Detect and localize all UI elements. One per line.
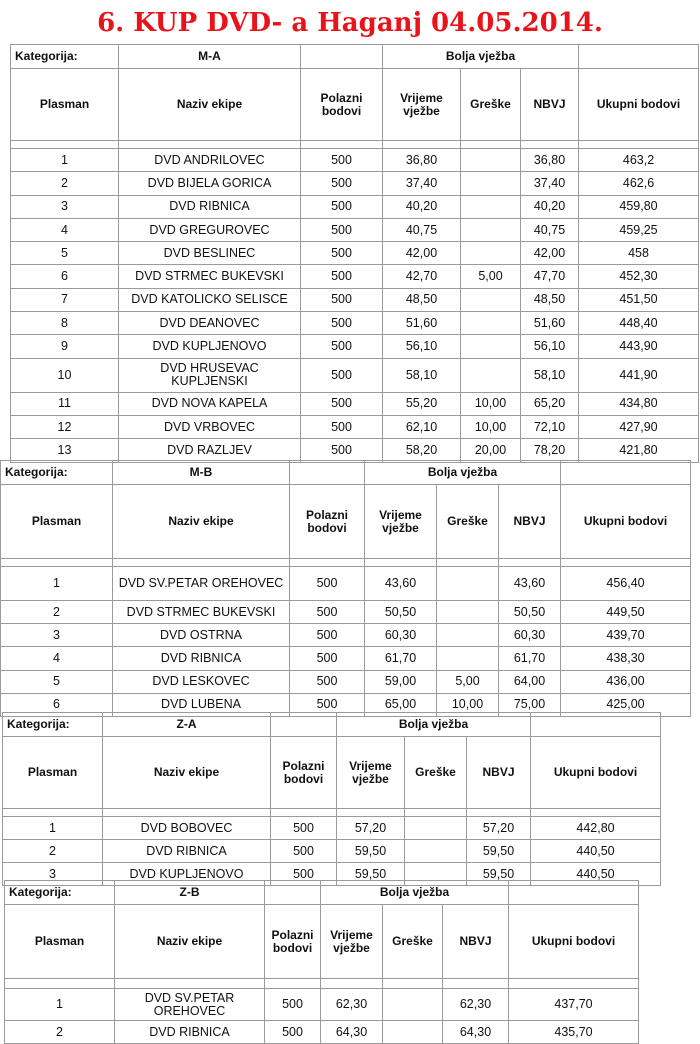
- cell-ukupni-bodovi: 427,90: [579, 415, 699, 438]
- category-row: [3, 713, 661, 737]
- cell-nbvj: 37,40: [521, 172, 579, 195]
- cell-naziv-ekipe: DVD RIBNICA: [103, 840, 271, 863]
- cell-vrijeme-vjezbe: 51,60: [383, 312, 461, 335]
- cell-vrijeme-vjezbe: 40,20: [383, 195, 461, 218]
- table-row: [1, 647, 691, 670]
- col-header-ukupni-bodovi: Ukupni bodovi: [561, 485, 691, 559]
- cell-ukupni-bodovi: 421,80: [579, 439, 699, 462]
- spacer-cell: [365, 559, 437, 567]
- col-header-nbvj: NBVJ: [499, 485, 561, 559]
- cell-naziv-ekipe: DVD KATOLICKO SELISCE: [119, 288, 301, 311]
- cell-greske: [461, 218, 521, 241]
- spacer-cell: [509, 979, 639, 989]
- spacer-cell: [290, 559, 365, 567]
- cell-vrijeme-vjezbe: 58,10: [383, 358, 461, 392]
- col-header-naziv-ekipe: Naziv ekipe: [115, 905, 265, 979]
- cell-nbvj: 50,50: [499, 601, 561, 624]
- cell-naziv-ekipe: DVD VRBOVEC: [119, 415, 301, 438]
- cell-polazni-bodovi: 500: [290, 624, 365, 647]
- spacer-cell: [467, 809, 531, 817]
- table-row: [11, 392, 699, 415]
- spacer-cell: [383, 979, 443, 989]
- cell-vrijeme-vjezbe: 65,00: [365, 693, 437, 716]
- bolja-vjezba-label: Bolja vježba: [321, 881, 509, 905]
- col-header-ukupni-bodovi: Ukupni bodovi: [509, 905, 639, 979]
- cell-vrijeme-vjezbe: 61,70: [365, 647, 437, 670]
- cell-plasman: 13: [11, 439, 119, 462]
- cell-nbvj: 58,10: [521, 358, 579, 392]
- cell-greske: [405, 840, 467, 863]
- cell-naziv-ekipe: DVD RAZLJEV: [119, 439, 301, 462]
- cell-nbvj: 72,10: [521, 415, 579, 438]
- col-header-greske: Greške: [461, 69, 521, 141]
- page-title: 6. KUP DVD- a Haganj 04.05.2014.: [97, 8, 603, 38]
- cell-plasman: 11: [11, 392, 119, 415]
- results-table: [10, 44, 699, 463]
- cell-ukupni-bodovi: 440,50: [531, 840, 661, 863]
- cell-polazni-bodovi: 500: [301, 172, 383, 195]
- cell-vrijeme-vjezbe: 43,60: [365, 567, 437, 601]
- cell-naziv-ekipe: DVD KUPLJENOVO: [119, 335, 301, 358]
- cell-vrijeme-vjezbe: 48,50: [383, 288, 461, 311]
- col-header-vrijeme-vjezbe: Vrijeme vježbe: [321, 905, 383, 979]
- cell-vrijeme-vjezbe: 57,20: [337, 817, 405, 840]
- cell-nbvj: 47,70: [521, 265, 579, 288]
- header-row: [1, 485, 691, 559]
- cell-naziv-ekipe: DVD ANDRILOVEC: [119, 149, 301, 172]
- cell-plasman: 4: [1, 647, 113, 670]
- cell-plasman: 6: [11, 265, 119, 288]
- spacer-row: [1, 559, 691, 567]
- cell-greske: [461, 149, 521, 172]
- cell-greske: 10,00: [461, 392, 521, 415]
- cell-greske: [461, 335, 521, 358]
- cell-ukupni-bodovi: 425,00: [561, 693, 691, 716]
- header-row: [11, 69, 699, 141]
- cell-polazni-bodovi: 500: [301, 335, 383, 358]
- col-header-nbvj: NBVJ: [443, 905, 509, 979]
- spacer-cell: [499, 559, 561, 567]
- col-header-vrijeme-vjezbe: Vrijeme vježbe: [337, 737, 405, 809]
- table-row: [1, 670, 691, 693]
- cell-greske: [405, 817, 467, 840]
- cell-nbvj: 62,30: [443, 989, 509, 1021]
- category-name: M-A: [119, 45, 301, 69]
- cell-polazni-bodovi: 500: [290, 647, 365, 670]
- category-row: [1, 461, 691, 485]
- category-spacer: [531, 713, 661, 737]
- spacer-cell: [531, 809, 661, 817]
- cell-vrijeme-vjezbe: 60,30: [365, 624, 437, 647]
- spacer-cell: [321, 979, 383, 989]
- spacer-cell: [115, 979, 265, 989]
- cell-nbvj: 40,75: [521, 218, 579, 241]
- cell-nbvj: 57,20: [467, 817, 531, 840]
- table-row: [1, 624, 691, 647]
- cell-naziv-ekipe: DVD NOVA KAPELA: [119, 392, 301, 415]
- col-header-greske: Greške: [437, 485, 499, 559]
- cell-nbvj: 64,00: [499, 670, 561, 693]
- spacer-cell: [5, 979, 115, 989]
- cell-greske: [437, 647, 499, 670]
- table-row: [3, 817, 661, 840]
- cell-greske: [461, 242, 521, 265]
- cell-plasman: 5: [11, 242, 119, 265]
- spacer-cell: [521, 141, 579, 149]
- cell-polazni-bodovi: 500: [301, 439, 383, 462]
- cell-ukupni-bodovi: 438,30: [561, 647, 691, 670]
- category-spacer: [509, 881, 639, 905]
- cell-plasman: 9: [11, 335, 119, 358]
- cell-ukupni-bodovi: 463,2: [579, 149, 699, 172]
- table-row: [11, 335, 699, 358]
- cell-vrijeme-vjezbe: 62,30: [321, 989, 383, 1021]
- cell-polazni-bodovi: 500: [271, 863, 337, 886]
- category-spacer: [265, 881, 321, 905]
- category-label: Kategorija:: [11, 45, 119, 69]
- cell-plasman: 1: [1, 567, 113, 601]
- category-section-m-b: [0, 460, 691, 717]
- col-header-plasman: Plasman: [3, 737, 103, 809]
- table-row: [11, 149, 699, 172]
- cell-nbvj: 60,30: [499, 624, 561, 647]
- cell-ukupni-bodovi: 439,70: [561, 624, 691, 647]
- col-header-nbvj: NBVJ: [467, 737, 531, 809]
- cell-ukupni-bodovi: 442,80: [531, 817, 661, 840]
- col-header-polazni-bodovi: Polazni bodovi: [265, 905, 321, 979]
- cell-polazni-bodovi: 500: [290, 670, 365, 693]
- cell-vrijeme-vjezbe: 59,00: [365, 670, 437, 693]
- cell-plasman: 3: [3, 863, 103, 886]
- cell-vrijeme-vjezbe: 62,10: [383, 415, 461, 438]
- table-row: [11, 172, 699, 195]
- cell-ukupni-bodovi: 436,00: [561, 670, 691, 693]
- table-row: [11, 218, 699, 241]
- cell-greske: 5,00: [461, 265, 521, 288]
- category-section-z-b: [4, 880, 639, 1044]
- table-row: [11, 195, 699, 218]
- cell-naziv-ekipe: DVD DEANOVEC: [119, 312, 301, 335]
- cell-nbvj: 43,60: [499, 567, 561, 601]
- category-row: [5, 881, 639, 905]
- cell-polazni-bodovi: 500: [301, 415, 383, 438]
- col-header-greske: Greške: [383, 905, 443, 979]
- table-row: [5, 1021, 639, 1044]
- cell-greske: [461, 288, 521, 311]
- cell-greske: [461, 358, 521, 392]
- cell-polazni-bodovi: 500: [301, 312, 383, 335]
- cell-naziv-ekipe: DVD RIBNICA: [119, 195, 301, 218]
- spacer-cell: [119, 141, 301, 149]
- cell-greske: [383, 989, 443, 1021]
- category-section-z-a: [2, 712, 661, 886]
- cell-plasman: 10: [11, 358, 119, 392]
- cell-nbvj: 48,50: [521, 288, 579, 311]
- spacer-cell: [443, 979, 509, 989]
- cell-nbvj: 36,80: [521, 149, 579, 172]
- cell-plasman: 3: [11, 195, 119, 218]
- table-row: [11, 439, 699, 462]
- cell-greske: [461, 172, 521, 195]
- cell-plasman: 3: [1, 624, 113, 647]
- cell-naziv-ekipe: DVD SV.PETAR OREHOVEC: [113, 567, 290, 601]
- cell-vrijeme-vjezbe: 58,20: [383, 439, 461, 462]
- cell-nbvj: 51,60: [521, 312, 579, 335]
- spacer-cell: [383, 141, 461, 149]
- cell-ukupni-bodovi: 459,25: [579, 218, 699, 241]
- cell-plasman: 1: [3, 817, 103, 840]
- cell-plasman: 12: [11, 415, 119, 438]
- col-header-polazni-bodovi: Polazni bodovi: [301, 69, 383, 141]
- cell-nbvj: 56,10: [521, 335, 579, 358]
- cell-vrijeme-vjezbe: 56,10: [383, 335, 461, 358]
- cell-vrijeme-vjezbe: 50,50: [365, 601, 437, 624]
- cell-vrijeme-vjezbe: 55,20: [383, 392, 461, 415]
- category-spacer: [579, 45, 699, 69]
- cell-polazni-bodovi: 500: [301, 288, 383, 311]
- cell-vrijeme-vjezbe: 36,80: [383, 149, 461, 172]
- category-spacer: [271, 713, 337, 737]
- spacer-row: [3, 809, 661, 817]
- table-row: [5, 989, 639, 1021]
- table-row: [1, 601, 691, 624]
- cell-nbvj: 64,30: [443, 1021, 509, 1044]
- spacer-cell: [337, 809, 405, 817]
- cell-greske: [461, 312, 521, 335]
- spacer-cell: [405, 809, 467, 817]
- cell-nbvj: 75,00: [499, 693, 561, 716]
- spacer-cell: [561, 559, 691, 567]
- spacer-cell: [1, 559, 113, 567]
- cell-plasman: 2: [3, 840, 103, 863]
- header-row: [5, 905, 639, 979]
- cell-polazni-bodovi: 500: [301, 242, 383, 265]
- cell-ukupni-bodovi: 458: [579, 242, 699, 265]
- cell-plasman: 2: [1, 601, 113, 624]
- col-header-plasman: Plasman: [11, 69, 119, 141]
- col-header-ukupni-bodovi: Ukupni bodovi: [579, 69, 699, 141]
- cell-plasman: 7: [11, 288, 119, 311]
- cell-ukupni-bodovi: 451,50: [579, 288, 699, 311]
- table-row: [1, 567, 691, 601]
- cell-naziv-ekipe: DVD OSTRNA: [113, 624, 290, 647]
- col-header-plasman: Plasman: [5, 905, 115, 979]
- cell-naziv-ekipe: DVD STRMEC BUKEVSKI: [113, 601, 290, 624]
- col-header-polazni-bodovi: Polazni bodovi: [290, 485, 365, 559]
- cell-polazni-bodovi: 500: [301, 265, 383, 288]
- cell-vrijeme-vjezbe: 42,00: [383, 242, 461, 265]
- cell-polazni-bodovi: 500: [271, 840, 337, 863]
- cell-naziv-ekipe: DVD LUBENA: [113, 693, 290, 716]
- cell-polazni-bodovi: 500: [290, 693, 365, 716]
- spacer-cell: [579, 141, 699, 149]
- cell-plasman: 2: [5, 1021, 115, 1044]
- table-row: [11, 358, 699, 392]
- cell-nbvj: 61,70: [499, 647, 561, 670]
- cell-naziv-ekipe: DVD STRMEC BUKEVSKI: [119, 265, 301, 288]
- spacer-cell: [271, 809, 337, 817]
- cell-nbvj: 42,00: [521, 242, 579, 265]
- col-header-plasman: Plasman: [1, 485, 113, 559]
- spacer-cell: [301, 141, 383, 149]
- spacer-cell: [265, 979, 321, 989]
- cell-nbvj: 40,20: [521, 195, 579, 218]
- category-label: Kategorija:: [5, 881, 115, 905]
- cell-plasman: 1: [5, 989, 115, 1021]
- spacer-cell: [437, 559, 499, 567]
- category-row: [11, 45, 699, 69]
- cell-ukupni-bodovi: 440,50: [531, 863, 661, 886]
- col-header-naziv-ekipe: Naziv ekipe: [119, 69, 301, 141]
- cell-ukupni-bodovi: 441,90: [579, 358, 699, 392]
- cell-ukupni-bodovi: 459,80: [579, 195, 699, 218]
- cell-naziv-ekipe: DVD RIBNICA: [115, 1021, 265, 1044]
- cell-greske: 10,00: [461, 415, 521, 438]
- cell-plasman: 8: [11, 312, 119, 335]
- cell-ukupni-bodovi: 448,40: [579, 312, 699, 335]
- category-name: M-B: [113, 461, 290, 485]
- cell-naziv-ekipe: DVD KUPLJENOVO: [103, 863, 271, 886]
- col-header-nbvj: NBVJ: [521, 69, 579, 141]
- cell-ukupni-bodovi: 456,40: [561, 567, 691, 601]
- cell-greske: [383, 1021, 443, 1044]
- cell-polazni-bodovi: 500: [265, 1021, 321, 1044]
- cell-polazni-bodovi: 500: [271, 817, 337, 840]
- cell-ukupni-bodovi: 452,30: [579, 265, 699, 288]
- table-row: [11, 242, 699, 265]
- cell-greske: 20,00: [461, 439, 521, 462]
- col-header-vrijeme-vjezbe: Vrijeme vježbe: [383, 69, 461, 141]
- cell-naziv-ekipe: DVD RIBNICA: [113, 647, 290, 670]
- cell-vrijeme-vjezbe: 37,40: [383, 172, 461, 195]
- col-header-greske: Greške: [405, 737, 467, 809]
- cell-plasman: 6: [1, 693, 113, 716]
- table-row: [11, 415, 699, 438]
- spacer-cell: [11, 141, 119, 149]
- cell-nbvj: 59,50: [467, 863, 531, 886]
- cell-naziv-ekipe: DVD SV.PETAR OREHOVEC: [115, 989, 265, 1021]
- cell-vrijeme-vjezbe: 59,50: [337, 863, 405, 886]
- cell-nbvj: 78,20: [521, 439, 579, 462]
- table-row: [11, 265, 699, 288]
- table-row: [3, 840, 661, 863]
- cell-polazni-bodovi: 500: [265, 989, 321, 1021]
- cell-naziv-ekipe: DVD BOBOVEC: [103, 817, 271, 840]
- cell-polazni-bodovi: 500: [301, 195, 383, 218]
- cell-plasman: 5: [1, 670, 113, 693]
- bolja-vjezba-label: Bolja vježba: [365, 461, 561, 485]
- cell-vrijeme-vjezbe: 59,50: [337, 840, 405, 863]
- table-row: [11, 288, 699, 311]
- cell-greske: [437, 567, 499, 601]
- cell-plasman: 1: [11, 149, 119, 172]
- spacer-cell: [3, 809, 103, 817]
- cell-plasman: 2: [11, 172, 119, 195]
- cell-polazni-bodovi: 500: [290, 567, 365, 601]
- cell-polazni-bodovi: 500: [301, 392, 383, 415]
- cell-plasman: 4: [11, 218, 119, 241]
- header-row: [3, 737, 661, 809]
- cell-ukupni-bodovi: 434,80: [579, 392, 699, 415]
- col-header-naziv-ekipe: Naziv ekipe: [103, 737, 271, 809]
- spacer-cell: [103, 809, 271, 817]
- cell-polazni-bodovi: 500: [301, 358, 383, 392]
- cell-greske: [437, 601, 499, 624]
- cell-naziv-ekipe: DVD HRUSEVAC KUPLJENSKI: [119, 358, 301, 392]
- col-header-polazni-bodovi: Polazni bodovi: [271, 737, 337, 809]
- category-label: Kategorija:: [1, 461, 113, 485]
- cell-greske: 10,00: [437, 693, 499, 716]
- cell-ukupni-bodovi: 449,50: [561, 601, 691, 624]
- cell-polazni-bodovi: 500: [301, 149, 383, 172]
- spacer-row: [11, 141, 699, 149]
- cell-ukupni-bodovi: 435,70: [509, 1021, 639, 1044]
- col-header-ukupni-bodovi: Ukupni bodovi: [531, 737, 661, 809]
- category-name: Z-B: [115, 881, 265, 905]
- category-spacer: [301, 45, 383, 69]
- cell-greske: 5,00: [437, 670, 499, 693]
- cell-greske: [461, 195, 521, 218]
- col-header-vrijeme-vjezbe: Vrijeme vježbe: [365, 485, 437, 559]
- bolja-vjezba-label: Bolja vježba: [383, 45, 579, 69]
- cell-nbvj: 59,50: [467, 840, 531, 863]
- cell-vrijeme-vjezbe: 42,70: [383, 265, 461, 288]
- results-table: [0, 460, 691, 717]
- cell-greske: [437, 624, 499, 647]
- spacer-cell: [461, 141, 521, 149]
- cell-ukupni-bodovi: 462,6: [579, 172, 699, 195]
- cell-ukupni-bodovi: 437,70: [509, 989, 639, 1021]
- cell-polazni-bodovi: 500: [301, 218, 383, 241]
- table-row: [11, 312, 699, 335]
- cell-nbvj: 65,20: [521, 392, 579, 415]
- category-spacer: [561, 461, 691, 485]
- col-header-naziv-ekipe: Naziv ekipe: [113, 485, 290, 559]
- cell-polazni-bodovi: 500: [290, 601, 365, 624]
- cell-naziv-ekipe: DVD BIJELA GORICA: [119, 172, 301, 195]
- bolja-vjezba-label: Bolja vježba: [337, 713, 531, 737]
- category-section-m-a: [10, 44, 699, 463]
- cell-naziv-ekipe: DVD LESKOVEC: [113, 670, 290, 693]
- cell-vrijeme-vjezbe: 64,30: [321, 1021, 383, 1044]
- cell-ukupni-bodovi: 443,90: [579, 335, 699, 358]
- results-table: [4, 880, 639, 1044]
- category-spacer: [290, 461, 365, 485]
- category-name: Z-A: [103, 713, 271, 737]
- cell-vrijeme-vjezbe: 40,75: [383, 218, 461, 241]
- results-table: [2, 712, 661, 886]
- spacer-row: [5, 979, 639, 989]
- spacer-cell: [113, 559, 290, 567]
- category-label: Kategorija:: [3, 713, 103, 737]
- cell-naziv-ekipe: DVD GREGUROVEC: [119, 218, 301, 241]
- cell-naziv-ekipe: DVD BESLINEC: [119, 242, 301, 265]
